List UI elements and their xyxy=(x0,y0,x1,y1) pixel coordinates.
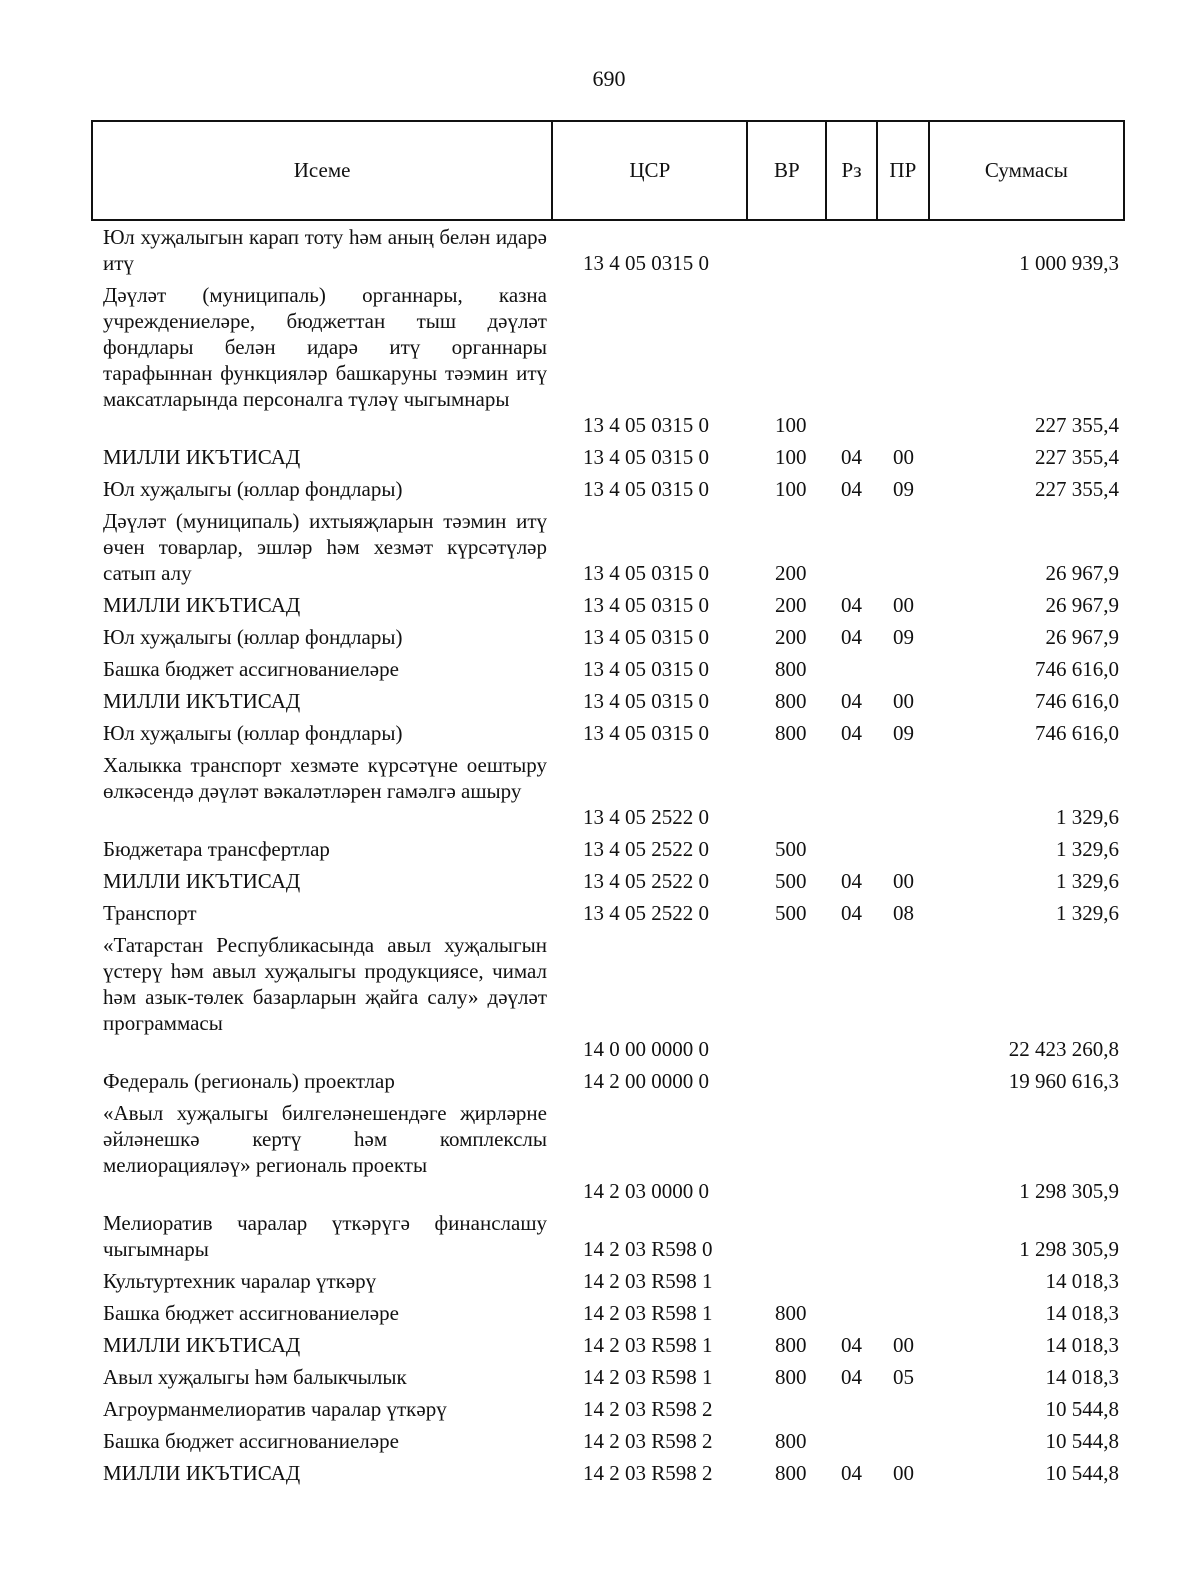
cell-csr: 14 2 03 R598 0 xyxy=(583,1237,713,1261)
cell-name: Федераль (региональ) проектлар xyxy=(103,1069,395,1093)
cell-csr: 14 0 00 0000 0 xyxy=(583,1037,709,1061)
table-row xyxy=(0,1460,1200,1486)
cell-name: Авыл хуҗалыгы һәм балыкчылык xyxy=(103,1365,407,1389)
cell-vr: 500 xyxy=(775,869,807,893)
table-row xyxy=(0,1364,1200,1390)
cell-rz: 04 xyxy=(841,1365,862,1389)
cell-rz: 04 xyxy=(841,477,862,501)
cell-name: МИЛЛИ ИКЪТИСАД xyxy=(103,445,301,469)
cell-pr: 05 xyxy=(893,1365,914,1389)
cell-name: Культуртехник чаралар үткәрү xyxy=(103,1269,377,1293)
cell-vr: 500 xyxy=(775,837,807,861)
cell-vr: 100 xyxy=(775,477,807,501)
cell-csr: 13 4 05 2522 0 xyxy=(583,837,709,861)
cell-rz: 04 xyxy=(841,869,862,893)
cell-csr: 14 2 03 R598 1 xyxy=(583,1365,713,1389)
cell-csr: 13 4 05 2522 0 xyxy=(583,901,709,925)
cell-sum: 227 355,4 xyxy=(1035,445,1119,469)
cell-vr: 800 xyxy=(775,1365,807,1389)
cell-vr: 800 xyxy=(775,1301,807,1325)
cell-rz: 04 xyxy=(841,689,862,713)
cell-name: Транспорт xyxy=(103,901,197,925)
cell-sum: 22 423 260,8 xyxy=(1008,1037,1119,1061)
table-row xyxy=(0,836,1200,862)
table-row xyxy=(0,932,1200,1062)
cell-rz: 04 xyxy=(841,901,862,925)
header-name: Исеме xyxy=(93,122,553,219)
cell-rz: 04 xyxy=(841,593,862,617)
table-row xyxy=(0,688,1200,714)
cell-csr: 14 2 03 R598 2 xyxy=(583,1397,713,1421)
table-row xyxy=(0,1068,1200,1094)
table-row xyxy=(0,1428,1200,1454)
table-header xyxy=(91,120,1125,221)
cell-vr: 800 xyxy=(775,1461,807,1485)
cell-name: МИЛЛИ ИКЪТИСАД xyxy=(103,1461,301,1485)
cell-csr: 13 4 05 0315 0 xyxy=(583,445,709,469)
cell-rz: 04 xyxy=(841,1333,862,1357)
cell-sum: 26 967,9 xyxy=(1045,561,1119,585)
table-body xyxy=(0,224,1200,1486)
cell-sum: 19 960 616,3 xyxy=(1008,1069,1119,1093)
cell-csr: 14 2 03 R598 1 xyxy=(583,1333,713,1357)
cell-vr: 200 xyxy=(775,625,807,649)
cell-pr: 00 xyxy=(893,1333,914,1357)
cell-csr: 14 2 03 R598 2 xyxy=(583,1429,713,1453)
header-pr: ПР xyxy=(878,122,930,219)
cell-name: МИЛЛИ ИКЪТИСАД xyxy=(103,689,301,713)
cell-sum: 1 298 305,9 xyxy=(1019,1237,1119,1261)
cell-csr: 13 4 05 0315 0 xyxy=(583,251,709,275)
cell-rz: 04 xyxy=(841,445,862,469)
cell-csr: 13 4 05 0315 0 xyxy=(583,625,709,649)
header-rz: Рз xyxy=(827,122,878,219)
cell-name: МИЛЛИ ИКЪТИСАД xyxy=(103,1333,301,1357)
table-row xyxy=(0,900,1200,926)
cell-sum: 14 018,3 xyxy=(1045,1269,1119,1293)
header-sum: Суммасы xyxy=(984,158,1068,182)
cell-name: Башка бюджет ассигнованиеләре xyxy=(103,1301,399,1325)
cell-name: Бюджетара трансфертлар xyxy=(103,837,330,861)
cell-csr: 13 4 05 2522 0 xyxy=(583,805,709,829)
table-row xyxy=(0,624,1200,650)
cell-vr: 100 xyxy=(775,445,807,469)
cell-pr: 00 xyxy=(893,869,914,893)
table-row xyxy=(0,282,1200,438)
cell-rz: 04 xyxy=(841,625,862,649)
cell-csr: 13 4 05 0315 0 xyxy=(583,477,709,501)
cell-vr: 100 xyxy=(775,413,807,437)
cell-sum: 26 967,9 xyxy=(1045,593,1119,617)
table-row xyxy=(0,1300,1200,1326)
cell-csr: 14 2 03 R598 2 xyxy=(583,1461,713,1485)
cell-pr: 00 xyxy=(893,1461,914,1485)
table-row xyxy=(0,868,1200,894)
cell-name: «Авыл хуҗалыгы билгеләнешендәге җирләрне әйләнешкә кертү һәм комплекслы мелиорацияләү» региональ проекты xyxy=(103,1101,547,1177)
cell-csr: 13 4 05 0315 0 xyxy=(583,593,709,617)
cell-rz: 04 xyxy=(841,1461,862,1485)
cell-sum: 1 329,6 xyxy=(1056,805,1119,829)
cell-pr: 09 xyxy=(893,625,914,649)
cell-sum: 26 967,9 xyxy=(1045,625,1119,649)
cell-csr: 13 4 05 0315 0 xyxy=(583,413,709,437)
cell-csr: 14 2 03 0000 0 xyxy=(583,1179,709,1203)
table-row xyxy=(0,752,1200,830)
header-vr: ВР xyxy=(748,122,827,219)
cell-pr: 00 xyxy=(893,689,914,713)
page-number: 690 xyxy=(592,66,626,91)
cell-csr: 13 4 05 0315 0 xyxy=(583,689,709,713)
table-row xyxy=(0,1100,1200,1204)
table-row xyxy=(0,508,1200,586)
cell-sum: 1 329,6 xyxy=(1056,901,1119,925)
cell-csr: 14 2 03 R598 1 xyxy=(583,1269,713,1293)
header-csr: ЦСР xyxy=(553,122,748,219)
cell-name: «Татарстан Республикасында авыл хуҗалыгын үстерү һәм авыл хуҗалыгы продукциясе, чимал һәм азык-төлек базарларын җайга салу» дәүләт программасы xyxy=(103,933,547,1035)
cell-sum: 1 329,6 xyxy=(1056,869,1119,893)
cell-csr: 13 4 05 0315 0 xyxy=(583,657,709,681)
cell-sum: 227 355,4 xyxy=(1035,413,1119,437)
table-row xyxy=(0,720,1200,746)
cell-sum: 746 616,0 xyxy=(1035,689,1119,713)
cell-sum: 227 355,4 xyxy=(1035,477,1119,501)
table-row xyxy=(0,592,1200,618)
table-row xyxy=(0,444,1200,470)
cell-vr: 800 xyxy=(775,657,807,681)
cell-name: Юл хуҗалыгы (юллар фондлары) xyxy=(103,477,403,501)
cell-sum: 14 018,3 xyxy=(1045,1301,1119,1325)
cell-csr: 14 2 03 R598 1 xyxy=(583,1301,713,1325)
cell-csr: 13 4 05 2522 0 xyxy=(583,869,709,893)
table-row xyxy=(0,224,1200,276)
table-row xyxy=(0,476,1200,502)
cell-vr: 200 xyxy=(775,593,807,617)
table-row xyxy=(0,1396,1200,1422)
cell-vr: 200 xyxy=(775,561,807,585)
cell-pr: 08 xyxy=(893,901,914,925)
cell-sum: 10 544,8 xyxy=(1045,1429,1119,1453)
cell-sum: 1 298 305,9 xyxy=(1019,1179,1119,1203)
cell-name: Мелиоратив чаралар үткәрүгә финанслашу чыгымнары xyxy=(103,1211,547,1261)
cell-sum: 14 018,3 xyxy=(1045,1365,1119,1389)
cell-pr: 09 xyxy=(893,721,914,745)
cell-vr: 800 xyxy=(775,721,807,745)
cell-csr: 14 2 00 0000 0 xyxy=(583,1069,709,1093)
cell-sum: 1 000 939,3 xyxy=(1019,251,1119,275)
table-row xyxy=(0,1210,1200,1262)
cell-name: МИЛЛИ ИКЪТИСАД xyxy=(103,869,301,893)
cell-sum: 1 329,6 xyxy=(1056,837,1119,861)
cell-rz: 04 xyxy=(841,721,862,745)
cell-vr: 500 xyxy=(775,901,807,925)
cell-name: Халыкка транспорт хезмәте күрсәтүне оештыру өлкәсендә дәүләт вәкаләтләрен гамәлгә ашыру xyxy=(103,753,547,803)
cell-pr: 00 xyxy=(893,445,914,469)
table-row xyxy=(0,1332,1200,1358)
table-row xyxy=(0,656,1200,682)
cell-csr: 13 4 05 0315 0 xyxy=(583,561,709,585)
cell-name: Дәүләт (муниципаль) органнары, казна учреждениеләре, бюджеттан тыш дәүләт фондлары белән идарә итү органнары тарафыннан функцияләр башкаруны тәэмин итү максатларында персоналга түләү чыгымнары xyxy=(103,283,547,411)
cell-name: Юл хуҗалыгы (юллар фондлары) xyxy=(103,625,403,649)
cell-csr: 13 4 05 0315 0 xyxy=(583,721,709,745)
cell-sum: 10 544,8 xyxy=(1045,1397,1119,1421)
cell-sum: 746 616,0 xyxy=(1035,721,1119,745)
cell-vr: 800 xyxy=(775,1333,807,1357)
cell-name: Юл хуҗалыгын карап тоту һәм аның белән идарә итү xyxy=(103,225,547,275)
cell-pr: 00 xyxy=(893,593,914,617)
cell-vr: 800 xyxy=(775,1429,807,1453)
cell-name: Агроурманмелиоратив чаралар үткәрү xyxy=(103,1397,447,1421)
cell-name: Башка бюджет ассигнованиеләре xyxy=(103,657,399,681)
cell-name: Юл хуҗалыгы (юллар фондлары) xyxy=(103,721,403,745)
cell-name: Дәүләт (муниципаль) ихтыяҗларын тәэмин итү өчен товарлар, эшләр һәм хезмәт күрсәтүләр сатып алу xyxy=(103,509,547,585)
cell-name: Башка бюджет ассигнованиеләре xyxy=(103,1429,399,1453)
cell-vr: 800 xyxy=(775,689,807,713)
cell-sum: 14 018,3 xyxy=(1045,1333,1119,1357)
cell-sum: 746 616,0 xyxy=(1035,657,1119,681)
table-row xyxy=(0,1268,1200,1294)
cell-pr: 09 xyxy=(893,477,914,501)
cell-sum: 10 544,8 xyxy=(1045,1461,1119,1485)
cell-name: МИЛЛИ ИКЪТИСАД xyxy=(103,593,301,617)
